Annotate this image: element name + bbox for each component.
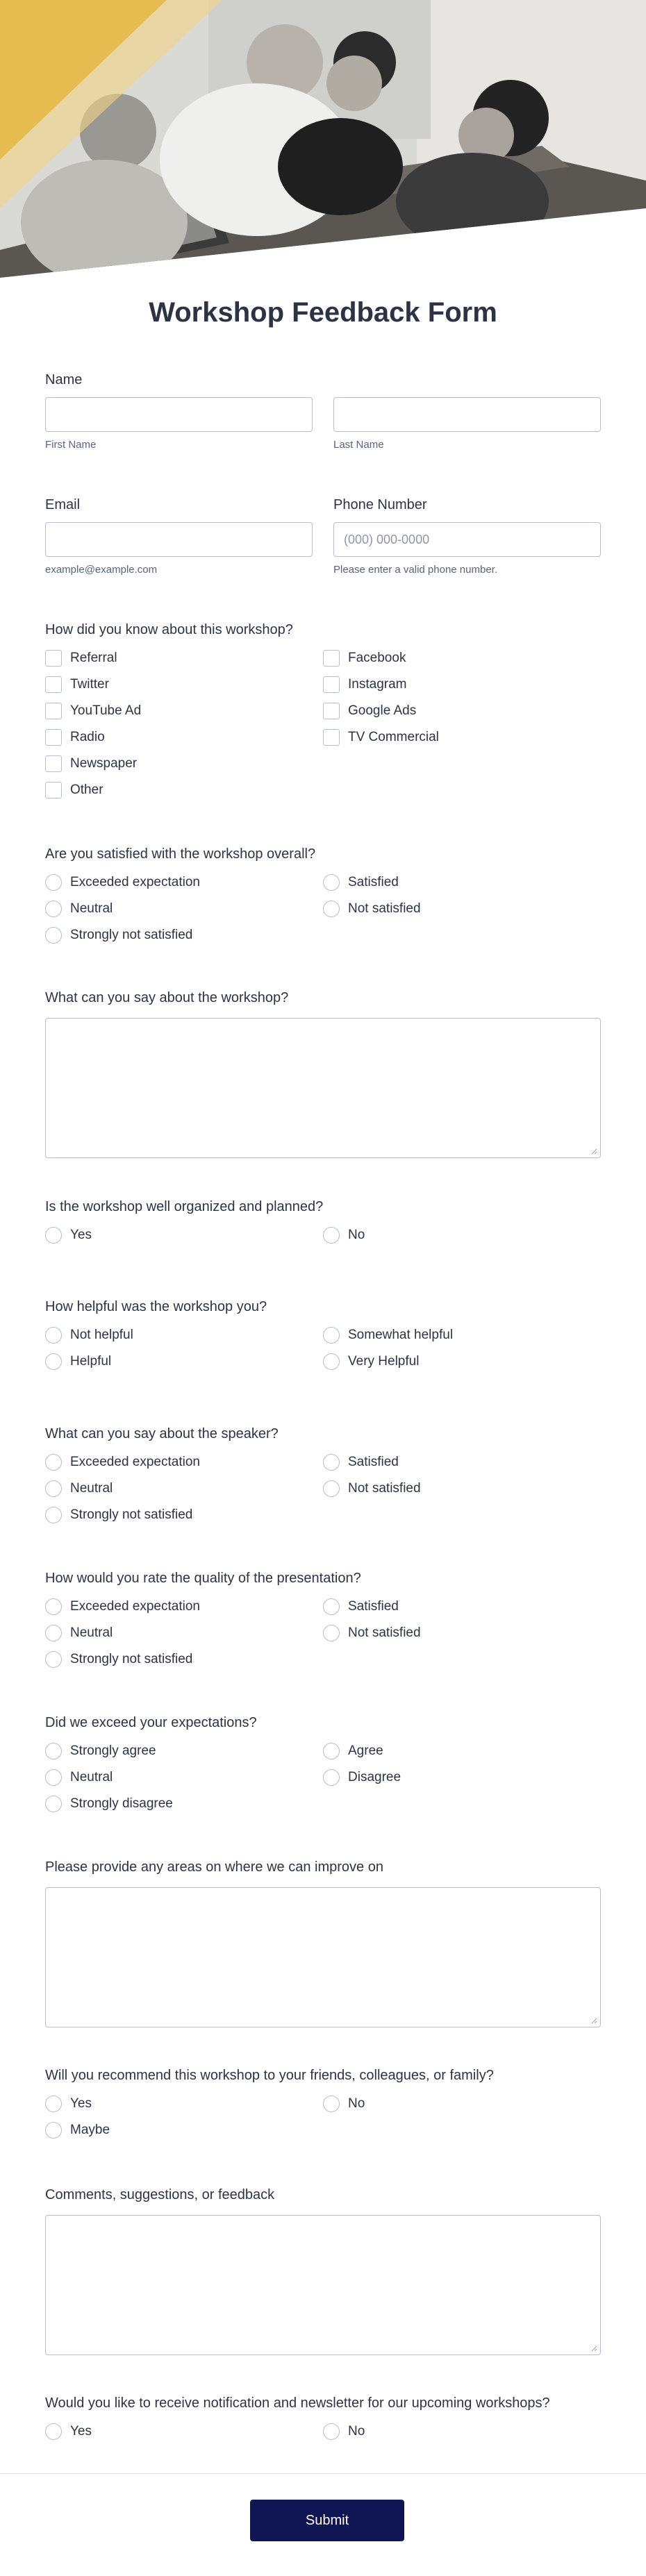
comments-textarea[interactable] — [45, 2215, 601, 2355]
radio[interactable] — [45, 1796, 62, 1812]
radio[interactable] — [45, 874, 62, 891]
radio[interactable] — [323, 901, 340, 917]
expectations-label: Did we exceed your expectations? — [45, 1715, 257, 1730]
radio[interactable] — [45, 1598, 62, 1615]
radio[interactable] — [45, 1353, 62, 1370]
email-sublabel: example@example.com — [45, 564, 158, 576]
checkbox[interactable] — [45, 729, 62, 746]
radio[interactable] — [323, 1625, 340, 1641]
checkbox-option-google-ads[interactable]: Google Ads — [323, 703, 601, 719]
radio[interactable] — [323, 2423, 340, 2440]
resize-handle-icon[interactable] — [590, 1148, 597, 1155]
helpful-label: How helpful was the workshop you? — [45, 1299, 267, 1314]
radio-option-exceeded[interactable]: Exceeded expectation — [45, 1454, 323, 1471]
say-workshop-label: What can you say about the workshop? — [45, 990, 289, 1005]
email-label: Email — [45, 497, 81, 512]
organized-label: Is the workshop well organized and planned? — [45, 1199, 324, 1214]
name-field-group — [45, 369, 601, 451]
radio[interactable] — [323, 1743, 340, 1759]
speaker-label: What can you say about the speaker? — [45, 1426, 279, 1441]
presentation-question — [45, 1568, 601, 1668]
radio-option-exceeded[interactable]: Exceeded expectation — [45, 1598, 323, 1615]
radio-option-neutral[interactable]: Neutral — [45, 1625, 323, 1641]
radio[interactable] — [45, 1651, 62, 1668]
presentation-label: How would you rate the quality of the presentation? — [45, 1571, 361, 1586]
radio-option-helpful[interactable]: Helpful — [45, 1353, 323, 1370]
radio-option-strongly-agree[interactable]: Strongly agree — [45, 1743, 323, 1759]
recommend-label: Will you recommend this workshop to your friends, colleagues, or family? — [45, 2068, 494, 2083]
radio[interactable] — [45, 1625, 62, 1641]
speaker-question — [45, 1423, 601, 1523]
how-know-label: How did you know about this workshop? — [45, 622, 293, 637]
radio[interactable] — [323, 1454, 340, 1471]
first-name-sublabel: First Name — [45, 439, 97, 451]
radio[interactable] — [45, 1454, 62, 1471]
radio[interactable] — [323, 1327, 340, 1344]
form-title: Workshop Feedback Form — [149, 297, 497, 328]
checkbox[interactable] — [45, 676, 62, 693]
checkbox[interactable] — [45, 782, 62, 798]
phone-sublabel: Please enter a valid phone number. — [333, 564, 497, 576]
phone-label: Phone Number — [333, 497, 427, 512]
header-image — [0, 0, 646, 278]
contact-field-group — [45, 494, 601, 576]
radio-option-not-satisfied[interactable]: Not satisfied — [323, 901, 601, 917]
radio-option-very-helpful[interactable]: Very Helpful — [323, 1353, 601, 1370]
radio-option-satisfied[interactable]: Satisfied — [323, 1598, 601, 1615]
radio[interactable] — [323, 1769, 340, 1786]
satisfied-question — [45, 844, 601, 944]
radio-option-no[interactable]: No — [323, 2096, 601, 2112]
newsletter-question — [45, 2393, 601, 2440]
organized-question — [45, 1196, 601, 1244]
first-name-input[interactable] — [45, 397, 313, 432]
radio-option-strongly-not-satisfied[interactable]: Strongly not satisfied — [45, 1651, 323, 1668]
radio[interactable] — [45, 1227, 62, 1244]
checkbox[interactable] — [45, 703, 62, 719]
checkbox-option-other[interactable]: Other — [45, 782, 323, 798]
checkbox[interactable] — [323, 703, 340, 719]
satisfied-label: Are you satisfied with the workshop overall? — [45, 846, 316, 862]
radio-option-satisfied[interactable]: Satisfied — [323, 874, 601, 891]
say-workshop-textarea[interactable] — [45, 1018, 601, 1158]
improve-label: Please provide any areas on where we can improve on — [45, 1859, 383, 1875]
radio-option-maybe[interactable]: Maybe — [45, 2122, 323, 2139]
last-name-sublabel: Last Name — [333, 439, 384, 451]
checkbox[interactable] — [323, 676, 340, 693]
improve-question — [45, 1857, 601, 2027]
comments-question — [45, 2184, 601, 2355]
radio[interactable] — [45, 901, 62, 917]
checkbox-option-tv-commercial[interactable]: TV Commercial — [323, 729, 601, 746]
radio[interactable] — [323, 1480, 340, 1497]
how-know-question — [45, 619, 601, 798]
radio-option-not-helpful[interactable]: Not helpful — [45, 1327, 323, 1344]
email-input[interactable] — [45, 522, 313, 557]
checkbox-option-instagram[interactable]: Instagram — [323, 676, 601, 693]
checkbox-option-youtube-ad[interactable]: YouTube Ad — [45, 703, 323, 719]
divider — [0, 2473, 646, 2474]
say-workshop-question — [45, 987, 601, 1158]
improve-textarea[interactable] — [45, 1887, 601, 2027]
radio-option-yes[interactable]: Yes — [45, 2096, 323, 2112]
newsletter-label: Would you like to receive notification and newsletter for our upcoming workshops? — [45, 2395, 550, 2411]
radio-option-somewhat-helpful[interactable]: Somewhat helpful — [323, 1327, 601, 1344]
resize-handle-icon[interactable] — [590, 2345, 597, 2352]
checkbox-option-newspaper[interactable]: Newspaper — [45, 755, 323, 772]
helpful-question — [45, 1296, 601, 1370]
radio-option-no[interactable]: No — [323, 1227, 601, 1244]
checkbox[interactable] — [323, 729, 340, 746]
checkbox-option-radio[interactable]: Radio — [45, 729, 323, 746]
recommend-question — [45, 2065, 601, 2139]
radio-option-neutral[interactable]: Neutral — [45, 1480, 323, 1497]
submit-button[interactable]: Submit — [250, 2500, 404, 2541]
radio[interactable] — [45, 2122, 62, 2139]
workshop-photo — [0, 0, 646, 278]
radio[interactable] — [323, 874, 340, 891]
radio-option-agree[interactable]: Agree — [323, 1743, 601, 1759]
checkbox[interactable] — [45, 755, 62, 772]
radio[interactable] — [45, 2423, 62, 2440]
radio[interactable] — [323, 1353, 340, 1370]
radio-option-strongly-not-satisfied[interactable]: Strongly not satisfied — [45, 927, 323, 944]
radio[interactable] — [45, 1507, 62, 1523]
radio-option-not-satisfied[interactable]: Not satisfied — [323, 1625, 601, 1641]
last-name-input[interactable] — [333, 397, 601, 432]
checkbox[interactable] — [45, 650, 62, 667]
radio-option-neutral[interactable]: Neutral — [45, 901, 323, 917]
radio-option-neutral[interactable]: Neutral — [45, 1769, 323, 1786]
checkbox[interactable] — [323, 650, 340, 667]
radio-option-strongly-disagree[interactable]: Strongly disagree — [45, 1796, 323, 1812]
radio[interactable] — [45, 1327, 62, 1344]
radio-option-disagree[interactable]: Disagree — [323, 1769, 601, 1786]
checkbox-option-twitter[interactable]: Twitter — [45, 676, 323, 693]
radio[interactable] — [45, 1743, 62, 1759]
phone-input[interactable] — [333, 522, 601, 557]
radio-option-satisfied[interactable]: Satisfied — [323, 1454, 601, 1471]
radio-option-not-satisfied[interactable]: Not satisfied — [323, 1480, 601, 1497]
radio-option-strongly-not-satisfied[interactable]: Strongly not satisfied — [45, 1507, 323, 1523]
radio-option-exceeded[interactable]: Exceeded expectation — [45, 874, 323, 891]
radio[interactable] — [323, 1598, 340, 1615]
radio[interactable] — [323, 1227, 340, 1244]
radio[interactable] — [45, 2096, 62, 2112]
radio-option-yes[interactable]: Yes — [45, 1227, 323, 1244]
comments-label: Comments, suggestions, or feedback — [45, 2187, 275, 2202]
radio[interactable] — [45, 1769, 62, 1786]
expectations-question — [45, 1712, 601, 1812]
radio[interactable] — [45, 1480, 62, 1497]
radio-option-no[interactable]: No — [323, 2423, 601, 2440]
checkbox-option-facebook[interactable]: Facebook — [323, 650, 601, 667]
radio[interactable] — [45, 927, 62, 944]
radio[interactable] — [323, 2096, 340, 2112]
checkbox-option-referral[interactable]: Referral — [45, 650, 323, 667]
resize-handle-icon[interactable] — [590, 2017, 597, 2024]
name-label: Name — [45, 372, 83, 387]
radio-option-yes[interactable]: Yes — [45, 2423, 323, 2440]
